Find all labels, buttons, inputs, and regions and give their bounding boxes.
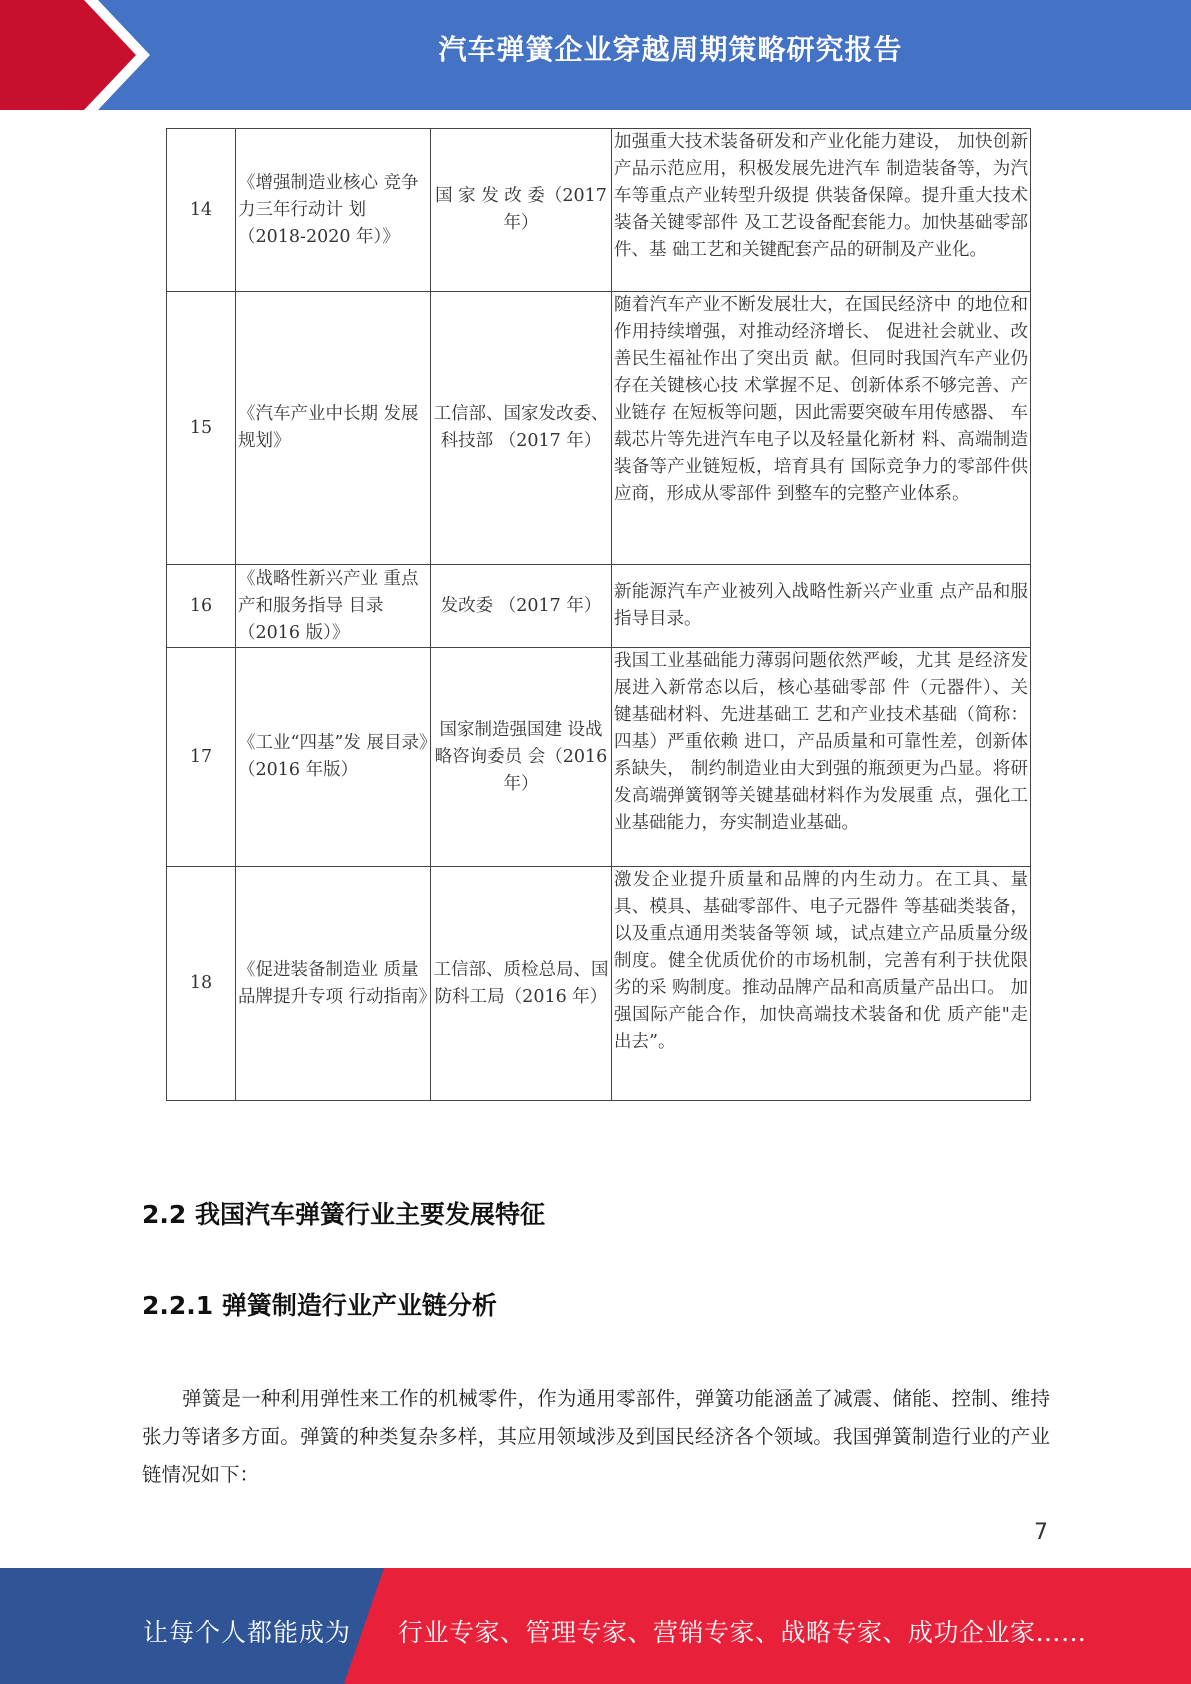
policy-document: 《工业“四基”发 展目录》（2016 年版） xyxy=(236,648,431,867)
footer-slogan-right: 行业专家、管理专家、营销专家、战略专家、成功企业家…… xyxy=(398,1618,1087,1647)
policy-document: 《汽车产业中长期 发展规划》 xyxy=(236,292,431,565)
policy-document: 《促进装备制造业 质量品牌提升专项 行动指南》 xyxy=(236,867,431,1101)
issuing-agency: 国家制造强国建 设战略咨询委员 会（2016 年） xyxy=(431,648,612,867)
row-number: 14 xyxy=(167,129,236,292)
page-footer xyxy=(0,1568,1191,1684)
header-chevron-icon xyxy=(0,0,150,110)
policy-content: 随着汽车产业不断发展壮大，在国民经济中 的地位和作用持续增强，对推动经济增长、 促进社会就业、改善民生福祉作出了突出贡 献。但同时我国汽车产业仍存在关键核心技 术掌握不足、创新体系不够完善、产业链存 在短板等问题，因此需要突破车用传感器、 车载芯片等先进汽车电子以及轻量化新材 料、高端制造装备等产业链短板，培育具有 国际竞争力的零部件供应商，形成从零部件 到整车的完整产业体系。 xyxy=(612,292,1031,565)
issuing-agency: 工信部、国家发改委、科技部 （2017 年） xyxy=(431,292,612,565)
issuing-agency: 工信部、质检总局、国防科工局（2016 年） xyxy=(431,867,612,1101)
policy-content: 激发企业提升质量和品牌的内生动力。在工具、量具、模具、基础零部件、电子元器件 等基础类装备，以及重点通用类装备等领 域，试点建立产品质量分级制度。健全优质优价的市场机制，完善有利于扶优限劣的采 购制度。推动品牌产品和高质量产品出口。 加强国际产能合作，加快高端技术装备和优 质产能"走出去”。 xyxy=(612,867,1031,1101)
issuing-agency: 国 家 发 改 委（2017 年） xyxy=(431,129,612,292)
row-number: 15 xyxy=(167,292,236,565)
footer-slogan-left: 让每个人都能成为 xyxy=(143,1618,352,1647)
page-header xyxy=(0,0,1191,110)
policy-content: 新能源汽车产业被列入战略性新兴产业重 点产品和服指导目录。 xyxy=(612,565,1031,648)
row-number: 18 xyxy=(167,867,236,1101)
table-row xyxy=(167,867,1031,1101)
table-row xyxy=(167,129,1031,292)
policy-document: 《增强制造业核心 竞争力三年行动计 划（2018-2020 年）》 xyxy=(236,129,431,292)
table-row xyxy=(167,565,1031,648)
policy-document: 《战略性新兴产业 重点产和服务指导 目录（2016 版）》 xyxy=(236,565,431,648)
row-number: 17 xyxy=(167,648,236,867)
policy-content: 加强重大技术装备研发和产业化能力建设， 加快创新产品示范应用，积极发展先进汽车 制造装备等，为汽车等重点产业转型升级提 供装备保障。提升重大技术装备关键零部件 及工艺设备配套能力。加快基础零部件、基 础工艺和关键配套产品的研制及产业化。 xyxy=(612,129,1031,292)
table-row xyxy=(167,648,1031,867)
policy-table xyxy=(166,128,1031,1101)
body-paragraph: 弹簧是一种利用弹性来工作的机械零件，作为通用零部件，弹簧功能涵盖了减震、储能、控制、维持张力等诸多方面。弹簧的种类复杂多样，其应用领域涉及到国民经济各个领域。我国弹簧制造行业的产业链情况如下： xyxy=(142,1386,1050,1486)
page-number: 7 xyxy=(1034,1520,1048,1545)
section-heading: 2.2 我国汽车弹簧行业主要发展特征 xyxy=(142,1200,545,1229)
table-row xyxy=(167,292,1031,565)
row-number: 16 xyxy=(167,565,236,648)
report-title: 汽车弹簧企业穿越周期策略研究报告 xyxy=(438,33,903,66)
subsection-heading: 2.2.1 弹簧制造行业产业链分析 xyxy=(142,1291,497,1320)
policy-content: 我国工业基础能力薄弱问题依然严峻，尤其 是经济发展进入新常态以后，核心基础零部 件（元器件）、关键基础材料、先进基础工 艺和产业技术基础（简称：四基）严重依赖 进口，产品质量和可靠性差，创新体系缺失， 制约制造业由大到强的瓶颈更为凸显。将研 发高端弹簧钢等关键基础材料作为发展重 点，强化工业基础能力，夯实制造业基础。 xyxy=(612,648,1031,867)
issuing-agency: 发改委 （2017 年） xyxy=(431,565,612,648)
